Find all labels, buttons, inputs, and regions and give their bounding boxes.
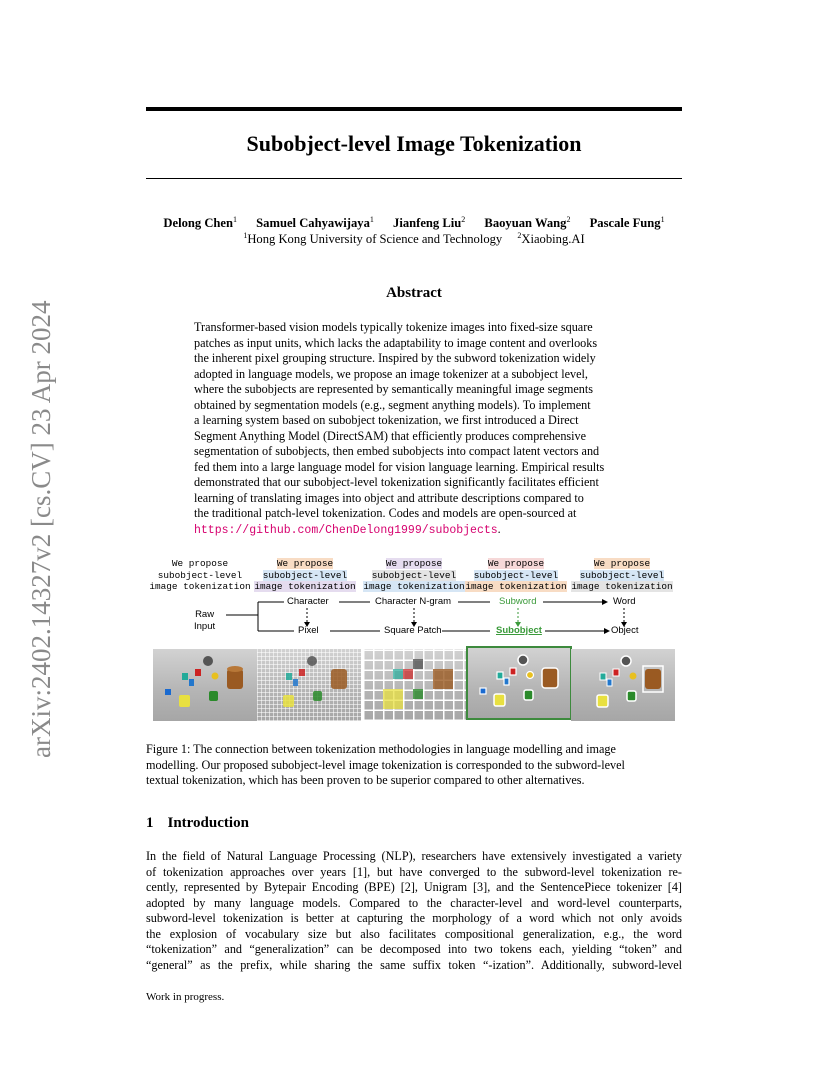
intro-line: the explosion of vocabulary size but also facilitates compositional generalization, e.g., the word [146,926,682,941]
abstract-line: learning of translating images into object and attribute descriptions compared to [194,490,584,505]
affiliation: $^1$Hong Kong University of Science and Technology [243,230,503,246]
image-level-pixel: Pixel [298,625,319,636]
abstract-body: Transformer-based vision models typically tokenize images into fixed-size square patches as input units, which lacks the adaptability to image content and overlooks the inherent pixel grouping structure. Inspired by the subword tokenization widely adopted in language models, we propose an image tokenizer at a subobject level, where the subobjects are represented by semantically meaningful image segments obtained by segmentation models (e.g., segment anything models). To implement a learning system based on subobject tokenization, we first introduced a Direct Segment Anything Model (DirectSAM) that efficiently produces comprehensive segmentation of subobjects, then embed subobjects into compact latent vectors and fed them into a large language model for vision language learning. Empirical results demonstrated that our subobject-level tokenization significantly facilitates efficient learning of translating images into object and attribute descriptions compared to the traditional patch-level tokenization. Codes and models are open-sourced at https://github.com/ChenDelong1999/subobjects. [194,320,634,538]
figure-1 [146,555,682,731]
author: Pascale Fung$^1$ [589,214,665,230]
author-list [120,216,708,231]
affiliation: $^2$Xiaobing.AI [517,230,585,246]
title-rule-top [146,107,682,111]
introduction-body [146,849,682,973]
abstract-line: adopted in language models, we propose an image tokenizer at a subobject level, [194,366,588,381]
footnote: Work in progress. [146,991,225,1003]
text-level-subword: Subword [499,596,537,607]
github-link[interactable]: https://github.com/ChenDelong1999/subobjects [194,523,498,537]
section-heading: 1 Introduction [146,815,249,831]
caption-line: textual tokenization, which has been proven to be superior compared to other alternatives. [146,773,585,787]
token-text-raw: We propose subobject-level image tokenization [149,558,251,592]
abstract-line: Transformer-based vision models typically tokenize images into fixed-size square [194,320,593,334]
raw-input-label: Raw Input [194,609,216,632]
scene-image-object [571,649,675,721]
caption-line: Figure 1: The connection between tokenization methodologies in language modelling and image [146,742,616,756]
abstract-line: where the subobjects are represented by semantically meaningful image segments [194,382,593,396]
arxiv-stamp [20,270,60,760]
text-level-word: Word [613,596,636,607]
author: Baoyuan Wang$^2$ [484,214,571,230]
abstract-line: demonstrated that our subobject-level tokenization significantly facilitates efficient [194,475,599,489]
author: Samuel Cahyawijaya$^1$ [256,214,374,230]
token-text-subword: We propose subobject-level image tokenization [465,558,567,592]
scene-image-raw [153,649,257,721]
abstract-line: segmentation of subobjects, then embed subobjects into compact latent vectors and [194,444,600,458]
intro-line: subword-level tokenization is better at capturing the morphology of a word which not only avoids [146,911,682,925]
arxiv-stamp-text: arXiv:2402.14327v2 [cs.CV] 23 Apr 2024 [26,300,56,758]
abstract-line: Segment Anything Model (DirectSAM) that efficiently produces comprehensive [194,428,587,443]
image-level-object: Object [611,625,639,636]
abstract-line: the inherent pixel grouping structure. Inspired by the subword tokenization widely [194,351,596,365]
abstract-line: patches as input units, which lacks the adaptability to image content and overlooks [194,335,598,350]
scene-image-square-patch [363,649,467,721]
image-level-square-patch: Square Patch [384,625,442,636]
caption-line: modelling. Our proposed subobject-level image tokenization is corresponded to the subword-level [146,757,625,772]
abstract-line: obtained by segmentation models (e.g., segment anything models). To implement [194,397,591,412]
tokenization-diagram [146,591,682,643]
scene-image-subobject [466,646,572,720]
image-level-subobject: Subobject [496,625,542,636]
text-level-ngram: Character N-gram [375,596,452,607]
title-rule-bottom [146,178,682,179]
token-text-character: We propose subobject-level image tokenization [254,558,356,592]
intro-line: of tokenization approaches over years [1], but have converged to the subword-level tokenization re- [146,864,682,879]
abstract-line: a learning system based on subobject tokenization, we first introduced a Direct [194,413,579,427]
scene-image-pixel [257,649,361,721]
intro-line: cently, represented by Bytepair Encoding (BPE) [2], Unigram [3], and the SentencePiece tokenizer [4] [146,880,682,894]
abstract-line: the traditional patch-level tokenization. Codes and models are open-sourced at [194,506,577,520]
author: Jianfeng Liu$^2$ [393,214,466,230]
abstract-line: fed them into a large language model for vision language learning. Empirical results [194,459,605,474]
author: Delong Chen$^1$ [163,214,238,230]
abstract-heading: Abstract [386,285,442,301]
intro-line: “tokenization” and “generalization” can be decomposed into two tokens each, yielding “token” and [146,942,682,956]
intro-line: “general” as the prefix, while sharing the same suffix token “-ization”. Additionally, subword-level [146,957,682,972]
intro-line: In the field of Natural Language Processing (NLP), researchers have extensively investigated a variety [146,849,682,863]
token-text-ngram: We propose subobject-level image tokenization [363,558,465,592]
paper-title: Subobject-level Image Tokenization [246,131,582,156]
affiliations [120,232,708,247]
figure-caption [146,742,682,789]
text-level-character: Character [287,596,329,607]
intro-line: adopted by many language models. Compared to the character-level and word-level counterparts, [146,895,682,910]
scene-images [153,649,673,721]
token-text-word: We propose subobject-level image tokenization [571,558,673,592]
